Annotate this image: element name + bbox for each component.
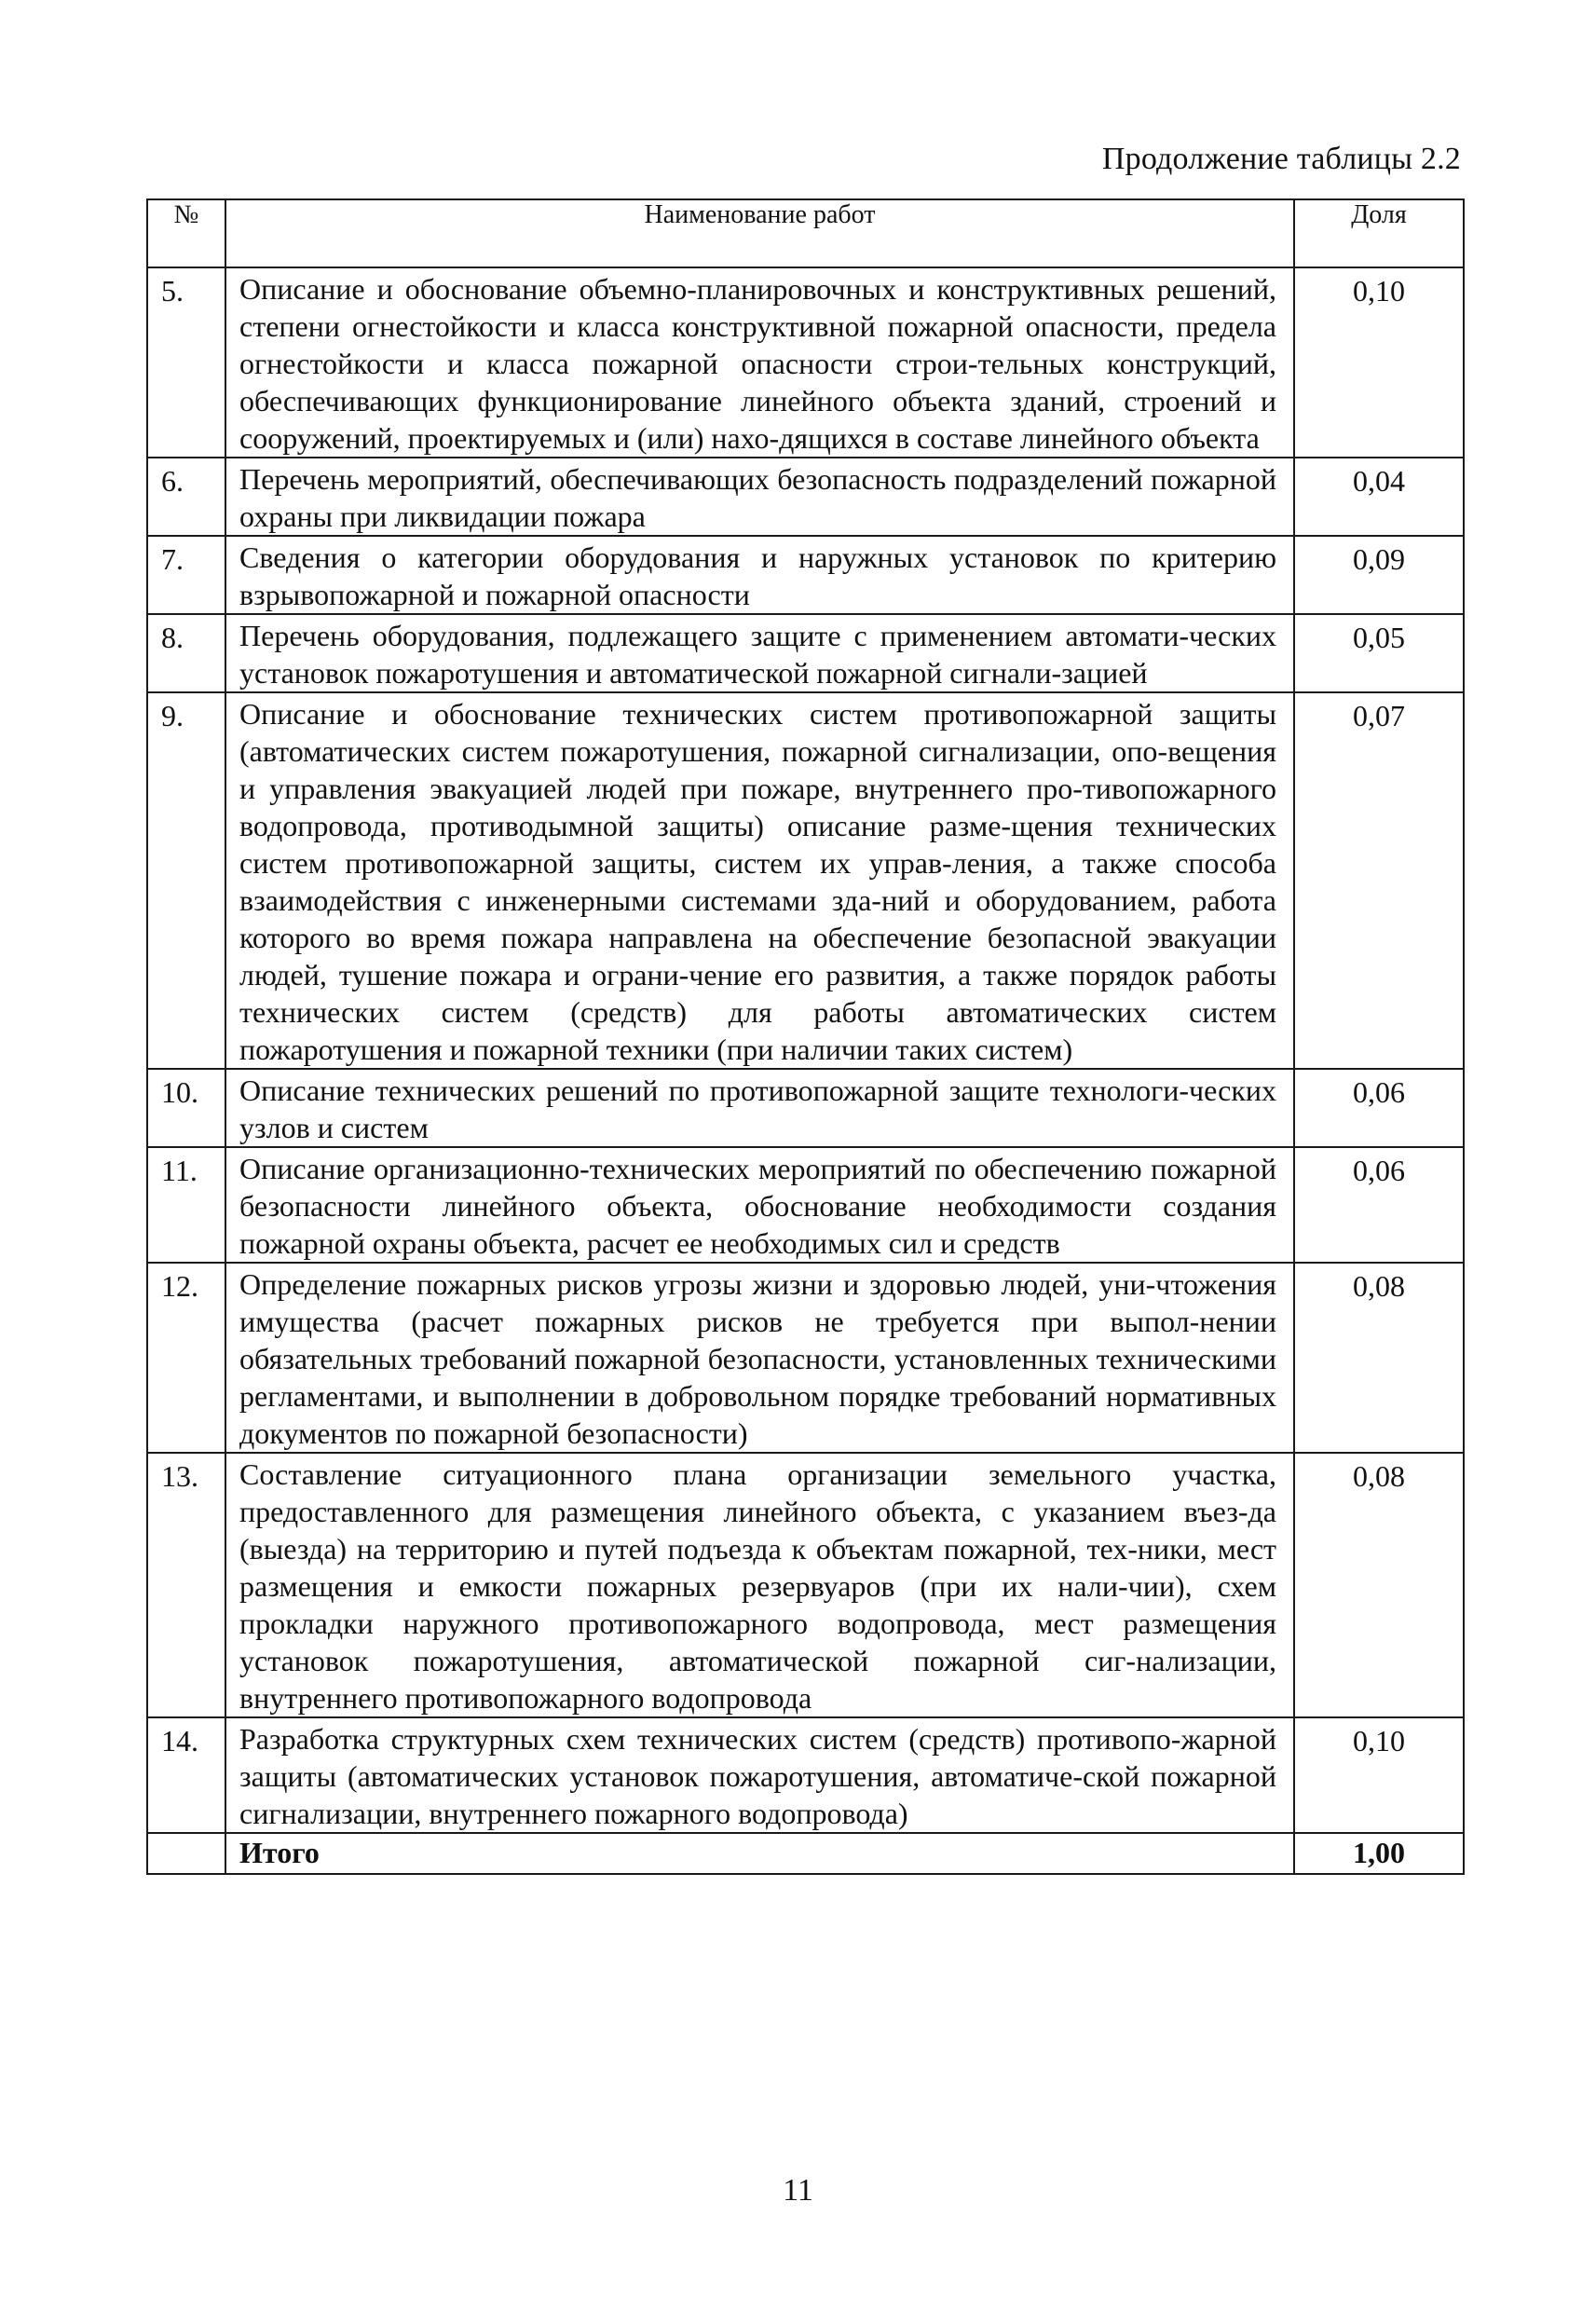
row-number: 5. <box>147 267 225 458</box>
header-number: № <box>147 199 225 267</box>
row-number: 10. <box>147 1069 225 1147</box>
row-number: 13. <box>147 1453 225 1717</box>
table-row <box>147 536 1464 614</box>
row-share: 0,08 <box>1294 1453 1464 1717</box>
row-number: 11. <box>147 1147 225 1263</box>
row-work-name: Описание организационно-технических мероприятий по обеспечению пожарной безопасности линейного объекта, обоснование необходимости создания пожарной охраны объекта, расчет ее необходимых сил и средств <box>225 1147 1294 1263</box>
row-work-name: Сведения о категории оборудования и наружных установок по критерию взрывопожарной и пожарной опасности <box>225 536 1294 614</box>
row-work-name: Описание и обоснование объемно-планировочных и конструктивных решений, степени огнестойкости и класса конструктивной пожарной опасности, предела огнестойкости и класса пожарной опасности строи-тельных конструкций, обеспечивающих функционирование линейного объекта зданий, строений и сооружений, проектируемых и (или) нахо-дящихся в составе линейного объекта <box>225 267 1294 458</box>
row-share: 0,08 <box>1294 1263 1464 1453</box>
row-work-name: Определение пожарных рисков угрозы жизни и здоровью людей, уни-чтожения имущества (расчет пожарных рисков не требуется при выпол-нении обязательных требований пожарной безопасности, установленных техническими регламентами, и выполнении в добровольном порядке требований нормативных документов по пожарной безопасности) <box>225 1263 1294 1453</box>
total-share: 1,00 <box>1294 1833 1464 1874</box>
page-number: 11 <box>783 2173 813 2208</box>
table-continuation-label: Продолжение таблицы 2.2 <box>1101 142 1461 176</box>
table-row <box>147 614 1464 692</box>
row-share: 0,10 <box>1294 267 1464 458</box>
row-work-name: Описание и обоснование технических систем противопожарной защиты (автоматических систем пожаротушения, пожарной сигнализации, опо-вещения и управления эвакуацией людей при пожаре, внутреннего про-тивопожарного водопровода, противодымной защиты) описание разме-щения технических систем противопожарной защиты, систем их управ-ления, а также способа взаимодействия с инженерными системами зда-ний и оборудованием, работа которого во время пожара направлена на обеспечение безопасной эвакуации людей, тушение пожара и ограни-чение его развития, а также порядок работы технических систем (средств) для работы автоматических систем пожаротушения и пожарной техники (при наличии таких систем) <box>225 692 1294 1069</box>
header-share: Доля <box>1294 199 1464 267</box>
row-number: 14. <box>147 1717 225 1833</box>
table-header-row <box>147 199 1464 267</box>
table-row <box>147 1717 1464 1833</box>
total-label: Итого <box>225 1833 1294 1874</box>
row-share: 0,09 <box>1294 536 1464 614</box>
table-row <box>147 1453 1464 1717</box>
row-work-name: Составление ситуационного плана организации земельного участка, предоставленного для размещения линейного объекта, с указанием въез-да (выезда) на территорию и путей подъезда к объектам пожарной, тех-ники, мест размещения и емкости пожарных резервуаров (при их нали-чии), схем прокладки наружного противопожарного водопровода, мест размещения установок пожаротушения, автоматической пожарной сиг-нализации, внутреннего противопожарного водопровода <box>225 1453 1294 1717</box>
table-row <box>147 1069 1464 1147</box>
row-work-name: Описание технических решений по противопожарной защите технологи-ческих узлов и систем <box>225 1069 1294 1147</box>
works-share-table <box>146 198 1465 1875</box>
table-row <box>147 458 1464 536</box>
row-number: 8. <box>147 614 225 692</box>
row-work-name: Перечень мероприятий, обеспечивающих безопасность подразделений пожарной охраны при ликвидации пожара <box>225 458 1294 536</box>
row-number: 6. <box>147 458 225 536</box>
row-share: 0,04 <box>1294 458 1464 536</box>
row-work-name: Разработка структурных схем технических систем (средств) противопо-жарной защиты (автоматических установок пожаротушения, автоматиче-ской пожарной сигнализации, внутреннего пожарного водопровода) <box>225 1717 1294 1833</box>
row-share: 0,06 <box>1294 1147 1464 1263</box>
table-row <box>147 692 1464 1069</box>
table-row <box>147 267 1464 458</box>
table-row <box>147 1263 1464 1453</box>
row-share: 0,10 <box>1294 1717 1464 1833</box>
header-name: Наименование работ <box>225 199 1294 267</box>
table-total-row <box>147 1833 1464 1874</box>
row-number: 12. <box>147 1263 225 1453</box>
table-row <box>147 1147 1464 1263</box>
row-number: 7. <box>147 536 225 614</box>
row-share: 0,07 <box>1294 692 1464 1069</box>
row-share: 0,05 <box>1294 614 1464 692</box>
row-number: 9. <box>147 692 225 1069</box>
total-number-cell <box>147 1833 225 1874</box>
row-work-name: Перечень оборудования, подлежащего защите с применением автомати-ческих установок пожаротушения и автоматической пожарной сигнали-зацией <box>225 614 1294 692</box>
row-share: 0,06 <box>1294 1069 1464 1147</box>
